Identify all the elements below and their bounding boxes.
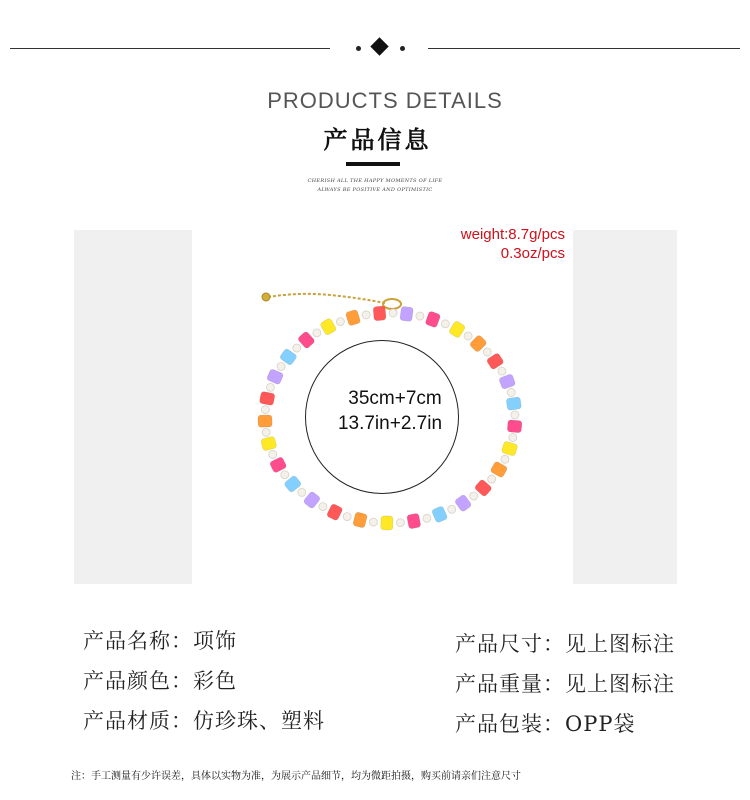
pearl-bead <box>298 488 306 496</box>
spec-name <box>83 625 237 655</box>
spec-weight-label: 产品重量： <box>455 672 565 696</box>
weight-ounces: 0.3oz/pcs <box>500 245 565 262</box>
pearl-bead <box>441 320 449 328</box>
section-title-cn: 产品信息 <box>323 126 432 154</box>
spec-material-value: 仿珍珠、塑料 <box>193 709 325 733</box>
color-bead <box>407 513 421 529</box>
pearl-bead <box>511 411 519 419</box>
pearl-bead <box>293 344 301 352</box>
pearl-bead <box>362 311 370 319</box>
color-bead <box>353 512 368 528</box>
pearl-bead <box>501 455 509 463</box>
weight-grams: weight:8.7g/pcs <box>460 226 565 243</box>
spec-size-value: 见上图标注 <box>565 632 675 656</box>
color-bead <box>499 374 516 390</box>
spec-weight-value: 见上图标注 <box>565 672 675 696</box>
spec-size-label: 产品尺寸： <box>455 632 565 656</box>
color-bead <box>507 420 522 433</box>
color-bead <box>261 436 277 451</box>
color-bead <box>320 318 337 336</box>
spec-name-label: 产品名称： <box>83 629 193 653</box>
spec-color-value: 彩色 <box>193 669 237 693</box>
spec-material-label: 产品材质： <box>83 709 193 733</box>
pearl-bead <box>488 475 496 483</box>
color-bead <box>266 368 284 385</box>
spec-package <box>455 708 635 738</box>
pearl-bead <box>423 514 431 522</box>
pearl-bead <box>281 471 289 479</box>
color-bead <box>501 441 518 457</box>
color-bead <box>259 391 275 405</box>
pearl-bead <box>269 450 277 458</box>
pearl-bead <box>336 318 344 326</box>
pearl-bead <box>448 505 456 513</box>
color-bead <box>425 311 441 328</box>
pearl-bead <box>389 309 397 317</box>
color-bead <box>506 397 522 411</box>
color-bead <box>326 503 343 521</box>
spec-name-value: 项饰 <box>193 629 237 653</box>
pearl-bead <box>416 312 424 320</box>
spec-material <box>83 705 325 735</box>
disclaimer-note: 注：手工测量有少许误差，具体以实物为准，为展示产品细节，均为微距拍摄，购买前请亲们注意尺寸 <box>71 771 521 782</box>
size-in-label: 13.7in+2.7in <box>337 413 443 434</box>
section-title-en: PRODUCTS DETAILS <box>267 88 503 113</box>
spec-package-label: 产品包装： <box>455 712 565 736</box>
spec-size <box>455 628 675 658</box>
pearl-bead <box>396 519 404 527</box>
spec-color <box>83 665 237 695</box>
pearl-bead <box>470 492 478 500</box>
color-bead <box>258 415 272 427</box>
pearl-bead <box>369 518 377 526</box>
pearl-bead <box>261 406 269 414</box>
color-bead <box>373 306 386 321</box>
color-bead <box>431 506 448 524</box>
pearl-bead <box>509 434 517 442</box>
pearl-bead <box>483 348 491 356</box>
tiny-caption-line-1: CHERISH ALL THE HAPPY MOMENTS OF LIFE <box>307 178 443 184</box>
pearl-bead <box>262 428 270 436</box>
color-bead <box>400 306 414 321</box>
pearl-bead <box>266 383 274 391</box>
color-bead <box>448 320 466 338</box>
pearl-bead <box>343 513 351 521</box>
pearl-bead <box>464 332 472 340</box>
spec-package-value: OPP袋 <box>565 712 636 736</box>
color-bead <box>381 516 393 530</box>
pearl-bead <box>319 503 327 511</box>
pearl-bead <box>507 388 515 396</box>
pearl-bead <box>313 329 321 337</box>
pearl-bead <box>498 367 506 375</box>
spec-color-label: 产品颜色： <box>83 669 193 693</box>
pearl-bead <box>277 363 285 371</box>
tiny-caption-line-2: ALWAYS BE POSITIVE AND OPTIMISTIC <box>317 187 433 193</box>
spec-weight <box>455 668 675 698</box>
color-bead <box>345 309 361 326</box>
size-cm-label: 35cm+7cm <box>348 388 442 409</box>
